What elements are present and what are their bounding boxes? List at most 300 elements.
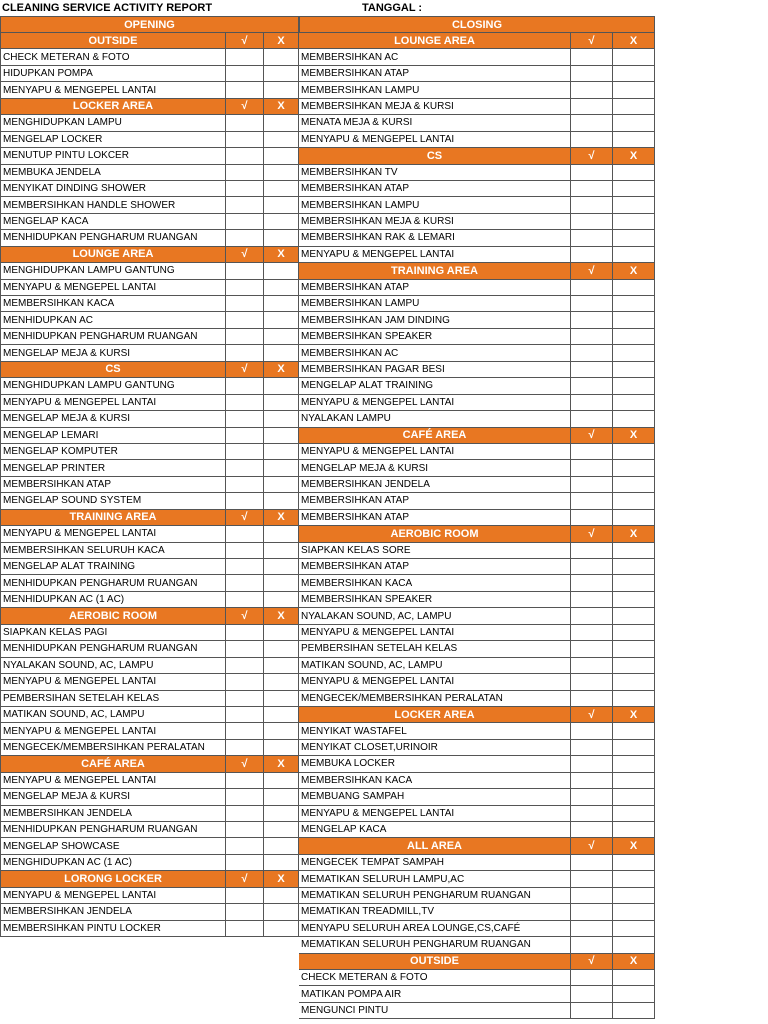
x-cell[interactable]: [613, 543, 655, 559]
x-cell[interactable]: [264, 230, 299, 246]
x-cell[interactable]: [613, 937, 655, 953]
check-cell[interactable]: [571, 822, 613, 838]
check-cell[interactable]: [226, 658, 264, 674]
check-cell[interactable]: [226, 345, 264, 361]
x-cell[interactable]: [264, 838, 299, 854]
x-cell[interactable]: [613, 411, 655, 427]
section-title: AEROBIC ROOM: [0, 608, 226, 624]
task-label: MENYAPU SELURUH AREA LOUNGE,CS,CAFÉ: [299, 921, 571, 937]
check-cell[interactable]: [226, 197, 264, 213]
check-cell[interactable]: [226, 214, 264, 230]
check-cell[interactable]: [571, 477, 613, 493]
task-row: [0, 312, 299, 328]
x-cell[interactable]: [613, 806, 655, 822]
check-cell[interactable]: [571, 247, 613, 263]
x-cell[interactable]: [613, 510, 655, 526]
check-cell[interactable]: [571, 197, 613, 213]
task-label: MENYAPU & MENGEPEL LANTAI: [0, 526, 226, 542]
task-label: MENHIDUPKAN PENGHARUM RUANGAN: [0, 822, 226, 838]
task-label: MENYIKAT WASTAFEL: [299, 723, 571, 739]
check-cell[interactable]: [226, 66, 264, 82]
check-cell[interactable]: [226, 477, 264, 493]
check-cell[interactable]: [571, 395, 613, 411]
task-label: MEMBERSIHKAN KACA: [299, 575, 571, 591]
task-row: [0, 115, 299, 131]
x-cell[interactable]: [613, 658, 655, 674]
check-cell[interactable]: [571, 575, 613, 591]
task-label: MENHIDUPKAN PENGHARUM RUANGAN: [0, 575, 226, 591]
x-cell[interactable]: [264, 428, 299, 444]
task-row: [0, 543, 299, 559]
section-header: [0, 756, 299, 772]
check-cell[interactable]: [571, 559, 613, 575]
x-cell[interactable]: [613, 99, 655, 115]
check-cell[interactable]: [571, 608, 613, 624]
x-cell[interactable]: [613, 904, 655, 920]
check-cell[interactable]: [571, 510, 613, 526]
check-cell[interactable]: [226, 132, 264, 148]
task-row: [0, 214, 299, 230]
check-cell[interactable]: [571, 296, 613, 312]
check-cell[interactable]: [226, 378, 264, 394]
check-cell[interactable]: [226, 641, 264, 657]
x-cell[interactable]: [264, 460, 299, 476]
check-cell[interactable]: [226, 296, 264, 312]
check-cell[interactable]: [571, 986, 613, 1002]
task-label: MENYAPU & MENGEPEL LANTAI: [0, 888, 226, 904]
task-label: MEMBERSIHKAN ATAP: [299, 181, 571, 197]
task-row: [0, 82, 299, 98]
check-cell[interactable]: [571, 132, 613, 148]
check-cell[interactable]: [571, 641, 613, 657]
task-row: [299, 247, 655, 263]
x-cell[interactable]: [264, 115, 299, 131]
check-cell[interactable]: [226, 921, 264, 937]
x-column-header: X: [613, 428, 655, 444]
report-title: CLEANING SERVICE ACTIVITY REPORT: [2, 2, 213, 14]
date-label: TANGGAL :: [362, 2, 423, 14]
check-cell[interactable]: [226, 904, 264, 920]
task-label: MENYAPU & MENGEPEL LANTAI: [0, 723, 226, 739]
check-cell[interactable]: [571, 723, 613, 739]
x-cell[interactable]: [264, 477, 299, 493]
x-cell[interactable]: [264, 822, 299, 838]
check-column-header: √: [571, 263, 613, 279]
x-column-header: X: [613, 526, 655, 542]
check-cell[interactable]: [571, 99, 613, 115]
section-title: OUTSIDE: [0, 33, 226, 49]
task-row: [0, 904, 299, 920]
check-cell[interactable]: [226, 395, 264, 411]
check-cell[interactable]: [571, 115, 613, 131]
task-row: [299, 345, 655, 361]
x-cell[interactable]: [264, 921, 299, 937]
task-label: MENYAPU & MENGEPEL LANTAI: [299, 395, 571, 411]
section-title: LOCKER AREA: [299, 707, 571, 723]
section-header: [0, 99, 299, 115]
x-cell[interactable]: [613, 312, 655, 328]
check-cell[interactable]: [571, 904, 613, 920]
task-row: [299, 806, 655, 822]
check-cell[interactable]: [226, 707, 264, 723]
x-cell[interactable]: [613, 625, 655, 641]
x-cell[interactable]: [264, 806, 299, 822]
section-header: [0, 247, 299, 263]
task-label: MENYAPU & MENGEPEL LANTAI: [299, 444, 571, 460]
task-row: [299, 937, 655, 953]
check-cell[interactable]: [571, 674, 613, 690]
check-cell[interactable]: [571, 543, 613, 559]
check-cell[interactable]: [571, 773, 613, 789]
task-row: [299, 165, 655, 181]
task-row: [299, 674, 655, 690]
task-row: [0, 263, 299, 279]
task-label: MEMBERSIHKAN ATAP: [299, 493, 571, 509]
check-cell[interactable]: [226, 312, 264, 328]
check-cell[interactable]: [226, 806, 264, 822]
x-cell[interactable]: [264, 280, 299, 296]
check-cell[interactable]: [226, 575, 264, 591]
x-cell[interactable]: [613, 477, 655, 493]
task-row: [299, 214, 655, 230]
check-cell[interactable]: [226, 82, 264, 98]
x-cell[interactable]: [264, 329, 299, 345]
x-cell[interactable]: [613, 247, 655, 263]
check-cell[interactable]: [571, 855, 613, 871]
check-cell[interactable]: [226, 559, 264, 575]
check-cell[interactable]: [571, 691, 613, 707]
task-label: MENHIDUPKAN PENGHARUM RUANGAN: [0, 641, 226, 657]
task-row: [0, 559, 299, 575]
check-cell[interactable]: [571, 280, 613, 296]
check-cell[interactable]: [571, 937, 613, 953]
task-row: [299, 49, 655, 65]
x-cell[interactable]: [613, 66, 655, 82]
check-cell[interactable]: [226, 838, 264, 854]
section-title: OUTSIDE: [299, 954, 571, 970]
task-label: MEMBERSIHKAN JENDELA: [299, 477, 571, 493]
x-cell[interactable]: [613, 855, 655, 871]
x-cell[interactable]: [264, 263, 299, 279]
check-cell[interactable]: [571, 592, 613, 608]
x-cell[interactable]: [264, 49, 299, 65]
task-row: [299, 970, 655, 986]
check-cell[interactable]: [226, 329, 264, 345]
x-cell[interactable]: [264, 559, 299, 575]
x-cell[interactable]: [264, 543, 299, 559]
section-header: [299, 428, 655, 444]
check-cell[interactable]: [571, 444, 613, 460]
task-row: [0, 855, 299, 871]
task-label: MEMBERSIHKAN JENDELA: [0, 904, 226, 920]
task-label: MEMBERSIHKAN ATAP: [0, 477, 226, 493]
task-row: [299, 66, 655, 82]
x-cell[interactable]: [264, 526, 299, 542]
task-label: NYALAKAN LAMPU: [299, 411, 571, 427]
x-cell[interactable]: [613, 493, 655, 509]
check-cell[interactable]: [226, 280, 264, 296]
check-cell[interactable]: [226, 49, 264, 65]
x-column-header: X: [264, 99, 299, 115]
x-cell[interactable]: [264, 691, 299, 707]
check-cell[interactable]: [226, 115, 264, 131]
x-cell[interactable]: [264, 181, 299, 197]
check-cell[interactable]: [571, 165, 613, 181]
task-label: MENYAPU & MENGEPEL LANTAI: [299, 806, 571, 822]
x-cell[interactable]: [613, 280, 655, 296]
task-row: [0, 132, 299, 148]
x-cell[interactable]: [264, 904, 299, 920]
section-title: TRAINING AREA: [299, 263, 571, 279]
task-row: [299, 296, 655, 312]
task-label: MENGECEK/MEMBERSIHKAN PERALATAN: [0, 740, 226, 756]
task-label: MENGELAP LOCKER: [0, 132, 226, 148]
x-cell[interactable]: [613, 674, 655, 690]
task-row: [0, 674, 299, 690]
check-cell[interactable]: [226, 526, 264, 542]
task-label: CHECK METERAN & FOTO: [0, 49, 226, 65]
x-cell[interactable]: [613, 181, 655, 197]
check-cell[interactable]: [571, 345, 613, 361]
task-row: [299, 625, 655, 641]
task-label: MEMBUKA LOCKER: [299, 756, 571, 772]
task-row: [299, 592, 655, 608]
check-cell[interactable]: [571, 49, 613, 65]
x-cell[interactable]: [264, 773, 299, 789]
check-cell[interactable]: [226, 428, 264, 444]
x-cell[interactable]: [264, 148, 299, 164]
check-column-header: √: [226, 33, 264, 49]
check-cell[interactable]: [571, 181, 613, 197]
check-cell[interactable]: [571, 411, 613, 427]
x-cell[interactable]: [613, 329, 655, 345]
check-cell[interactable]: [226, 181, 264, 197]
x-cell[interactable]: [613, 641, 655, 657]
x-cell[interactable]: [264, 740, 299, 756]
x-cell[interactable]: [264, 378, 299, 394]
task-row: [0, 806, 299, 822]
check-cell[interactable]: [571, 625, 613, 641]
task-label: MATIKAN SOUND, AC, LAMPU: [299, 658, 571, 674]
check-cell[interactable]: [571, 460, 613, 476]
check-column-header: √: [571, 148, 613, 164]
x-cell[interactable]: [613, 822, 655, 838]
check-cell[interactable]: [571, 82, 613, 98]
x-cell[interactable]: [613, 197, 655, 213]
x-cell[interactable]: [264, 789, 299, 805]
x-cell[interactable]: [613, 49, 655, 65]
x-column-header: X: [613, 707, 655, 723]
x-cell[interactable]: [613, 756, 655, 772]
check-cell[interactable]: [226, 263, 264, 279]
x-cell[interactable]: [264, 592, 299, 608]
check-cell[interactable]: [571, 1003, 613, 1019]
task-label: MENHIDUPKAN AC: [0, 312, 226, 328]
check-column-header: √: [226, 247, 264, 263]
task-row: [299, 362, 655, 378]
task-label: MEMBERSIHKAN LAMPU: [299, 197, 571, 213]
task-row: [0, 740, 299, 756]
task-label: MEMBERSIHKAN MEJA & KURSI: [299, 214, 571, 230]
x-cell[interactable]: [613, 773, 655, 789]
check-cell[interactable]: [226, 822, 264, 838]
x-cell[interactable]: [613, 165, 655, 181]
check-cell[interactable]: [571, 362, 613, 378]
check-cell[interactable]: [571, 871, 613, 887]
check-cell[interactable]: [226, 592, 264, 608]
x-cell[interactable]: [264, 888, 299, 904]
check-cell[interactable]: [226, 148, 264, 164]
x-cell[interactable]: [264, 855, 299, 871]
task-row: [299, 658, 655, 674]
check-cell[interactable]: [571, 756, 613, 772]
x-cell[interactable]: [613, 1003, 655, 1019]
x-cell[interactable]: [264, 214, 299, 230]
check-column-header: √: [571, 33, 613, 49]
closing-column: [299, 16, 655, 1019]
task-label: MEMBUANG SAMPAH: [299, 789, 571, 805]
section-header: [299, 263, 655, 279]
check-cell[interactable]: [571, 806, 613, 822]
x-cell[interactable]: [264, 658, 299, 674]
x-column-header: X: [613, 954, 655, 970]
section-title: CAFÉ AREA: [0, 756, 226, 772]
task-label: MEMBERSIHKAN JAM DINDING: [299, 312, 571, 328]
task-row: [0, 921, 299, 937]
section-title: TRAINING AREA: [0, 510, 226, 526]
x-cell[interactable]: [613, 82, 655, 98]
task-label: MENYAPU & MENGEPEL LANTAI: [0, 674, 226, 690]
x-cell[interactable]: [264, 165, 299, 181]
x-cell[interactable]: [264, 674, 299, 690]
task-row: [299, 132, 655, 148]
x-cell[interactable]: [613, 559, 655, 575]
check-cell[interactable]: [571, 888, 613, 904]
check-cell[interactable]: [226, 674, 264, 690]
check-cell[interactable]: [571, 66, 613, 82]
x-cell[interactable]: [264, 444, 299, 460]
check-cell[interactable]: [226, 855, 264, 871]
task-label: MENGELAP ALAT TRAINING: [299, 378, 571, 394]
x-cell[interactable]: [264, 296, 299, 312]
x-cell[interactable]: [613, 132, 655, 148]
task-row: [0, 658, 299, 674]
x-cell[interactable]: [613, 115, 655, 131]
x-cell[interactable]: [264, 197, 299, 213]
check-cell[interactable]: [226, 789, 264, 805]
check-cell[interactable]: [571, 921, 613, 937]
x-cell[interactable]: [264, 66, 299, 82]
check-cell[interactable]: [571, 378, 613, 394]
x-cell[interactable]: [264, 723, 299, 739]
check-cell[interactable]: [226, 230, 264, 246]
x-cell[interactable]: [264, 625, 299, 641]
x-cell[interactable]: [613, 345, 655, 361]
check-cell[interactable]: [571, 312, 613, 328]
check-cell[interactable]: [226, 740, 264, 756]
check-cell[interactable]: [571, 329, 613, 345]
task-row: [0, 329, 299, 345]
task-row: [0, 888, 299, 904]
x-cell[interactable]: [613, 789, 655, 805]
x-cell[interactable]: [264, 575, 299, 591]
check-cell[interactable]: [226, 723, 264, 739]
x-cell[interactable]: [264, 345, 299, 361]
check-cell[interactable]: [571, 970, 613, 986]
x-cell[interactable]: [264, 641, 299, 657]
x-cell[interactable]: [613, 362, 655, 378]
x-cell[interactable]: [613, 608, 655, 624]
x-cell[interactable]: [264, 312, 299, 328]
check-cell[interactable]: [226, 888, 264, 904]
task-row: [0, 592, 299, 608]
check-cell[interactable]: [571, 493, 613, 509]
check-cell[interactable]: [226, 625, 264, 641]
x-cell[interactable]: [613, 460, 655, 476]
x-cell[interactable]: [613, 723, 655, 739]
x-cell[interactable]: [613, 444, 655, 460]
section-header: [299, 148, 655, 164]
check-cell[interactable]: [226, 411, 264, 427]
x-cell[interactable]: [264, 411, 299, 427]
x-cell[interactable]: [264, 132, 299, 148]
check-cell[interactable]: [226, 543, 264, 559]
check-cell[interactable]: [571, 658, 613, 674]
task-label: MEMBERSIHKAN ATAP: [299, 66, 571, 82]
x-cell[interactable]: [264, 395, 299, 411]
x-cell[interactable]: [613, 575, 655, 591]
x-cell[interactable]: [613, 214, 655, 230]
check-cell[interactable]: [226, 460, 264, 476]
check-cell[interactable]: [226, 165, 264, 181]
x-cell[interactable]: [264, 493, 299, 509]
check-cell[interactable]: [571, 789, 613, 805]
x-cell[interactable]: [264, 707, 299, 723]
x-cell[interactable]: [613, 871, 655, 887]
x-cell[interactable]: [613, 888, 655, 904]
check-cell[interactable]: [571, 740, 613, 756]
x-cell[interactable]: [613, 395, 655, 411]
x-column-header: X: [264, 510, 299, 526]
x-cell[interactable]: [613, 740, 655, 756]
check-cell[interactable]: [226, 444, 264, 460]
task-label: MENYIKAT DINDING SHOWER: [0, 181, 226, 197]
x-cell[interactable]: [613, 230, 655, 246]
x-cell[interactable]: [613, 296, 655, 312]
check-cell[interactable]: [226, 773, 264, 789]
task-label: MEMBERSIHKAN KACA: [299, 773, 571, 789]
x-cell[interactable]: [613, 921, 655, 937]
task-label: SIAPKAN KELAS SORE: [299, 543, 571, 559]
check-cell[interactable]: [226, 691, 264, 707]
x-cell[interactable]: [613, 378, 655, 394]
x-cell[interactable]: [613, 691, 655, 707]
task-row: [299, 181, 655, 197]
x-cell[interactable]: [613, 970, 655, 986]
check-cell[interactable]: [571, 230, 613, 246]
check-cell[interactable]: [226, 493, 264, 509]
x-cell[interactable]: [264, 82, 299, 98]
task-row: [0, 707, 299, 723]
x-cell[interactable]: [613, 986, 655, 1002]
task-row: [299, 740, 655, 756]
task-label: MEMBERSIHKAN TV: [299, 165, 571, 181]
x-cell[interactable]: [613, 592, 655, 608]
task-row: [0, 460, 299, 476]
check-cell[interactable]: [571, 214, 613, 230]
task-label: MEMBERSIHKAN AC: [299, 345, 571, 361]
task-label: MENHIDUPKAN AC (1 AC): [0, 592, 226, 608]
